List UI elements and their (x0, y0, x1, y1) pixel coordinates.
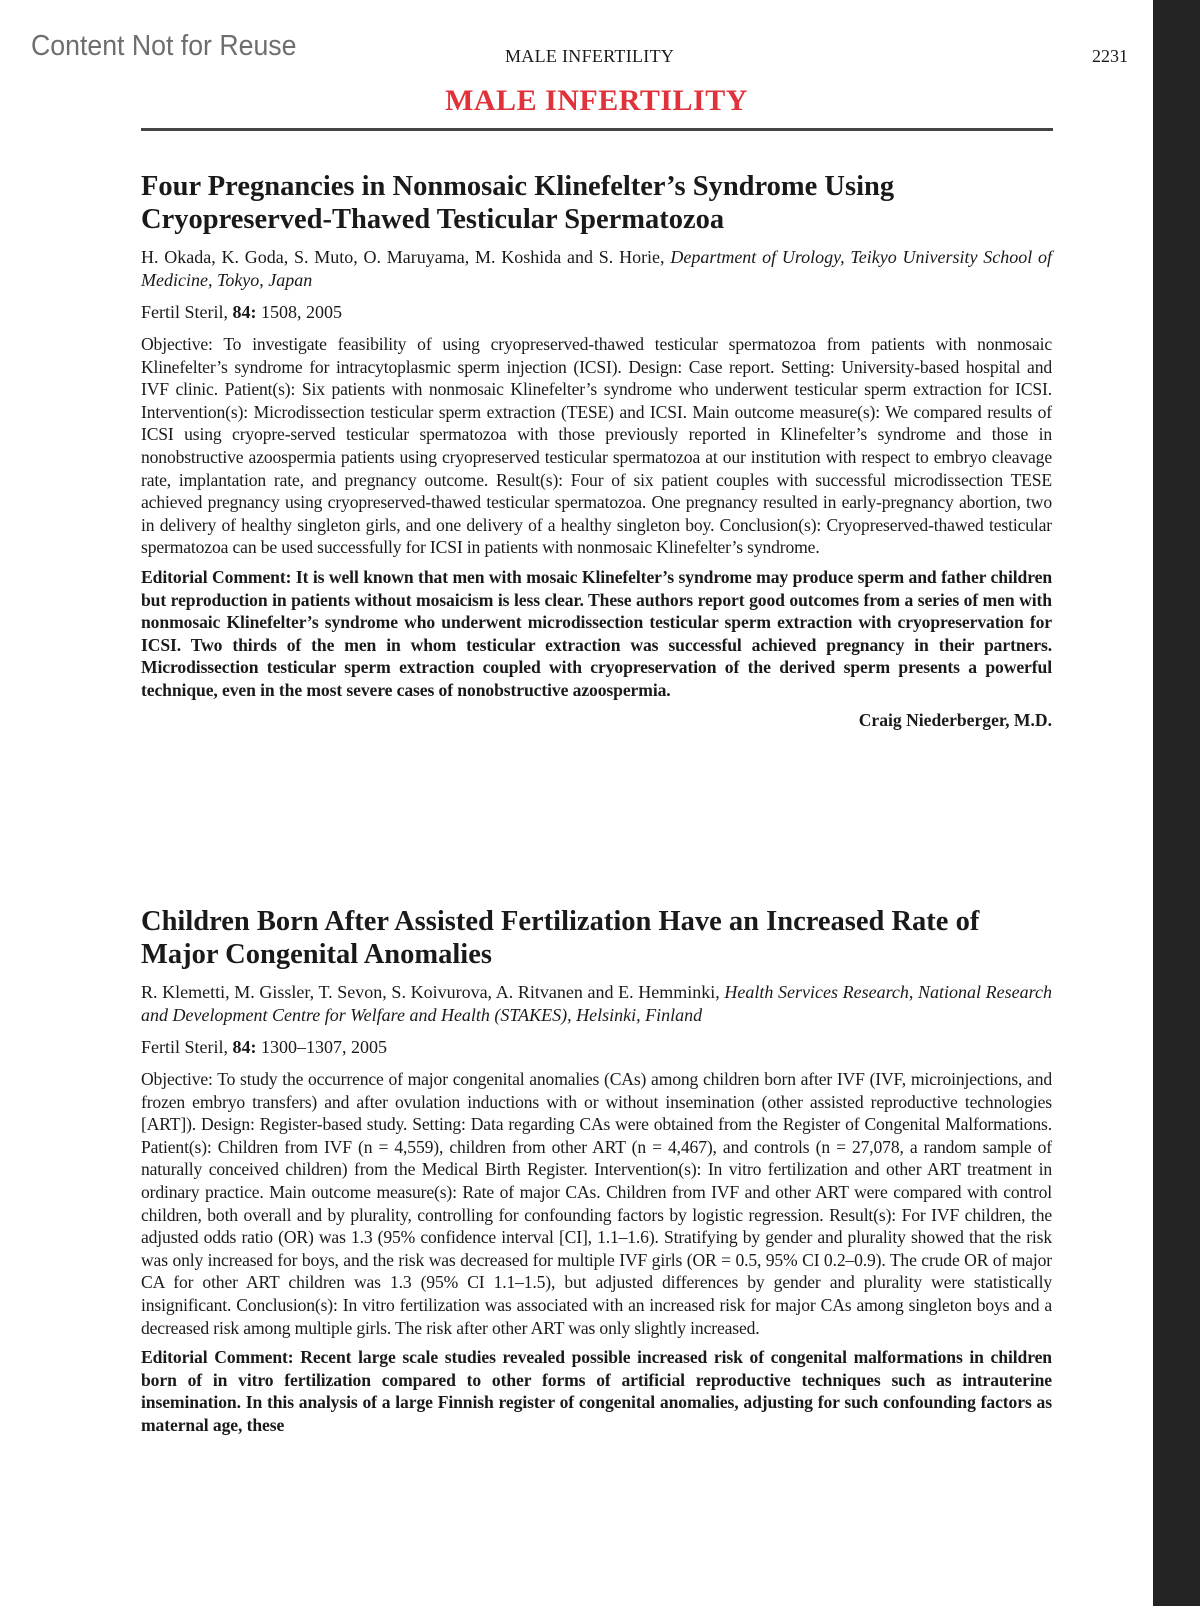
citation-pages: 1508, 2005 (261, 302, 342, 322)
section-divider (141, 128, 1053, 131)
article-abstract: Objective: To study the occurrence of major congenital anomalies (CAs) among children born after IVF (IVF, microinjections, and frozen embryo transfers) and after ovulation inductions with or without insemination (other assisted reproductive technologies [ART]). Design: Register-based study. Setting: Data regarding CAs were obtained from the Register of Congenital Malformations. Patient(s): Children from IVF (n = 4,559), children from other ART (n = 4,467), and controls (n = 27,078, a random sample of naturally conceived children) from the Medical Birth Register. Intervention(s): In vitro fertilization and other ART treatment in ordinary practice. Main outcome measure(s): Rate of major CAs. Children from IVF and other ART were compared with control children, both overall and by plurality, controlling for confounding factors by logistic regression. Result(s): For IVF children, the adjusted odds ratio (OR) was 1.3 (95% confidence interval [CI], 1.1–1.6). Stratifying by gender and plurality showed that the risk was only increased for boys, and the risk was decreased for multiple IVF girls (OR = 0.5, 95% CI 0.2–0.9). The crude OR of major CA for other ART children was 1.3 (95% CI 1.1–1.5), but adjusted differences by gender and plurality were statistically insignificant. Conclusion(s): In vitro fertilization was associated with an increased risk for major CAs among singleton boys and a decreased risk among multiple girls. The risk after other ART was only slightly increased. (141, 1069, 1052, 1338)
authors-names: H. Okada, K. Goda, S. Muto, O. Maruyama, M. Koshida and S. Horie, (141, 247, 665, 267)
page-number: 2231 (1092, 46, 1128, 66)
article-title: Four Pregnancies in Nonmosaic Klinefelter’s Syndrome Using Cryopreserved-Thawed Testicular Spermatozoa (141, 171, 895, 235)
editorial-signature: Craig Niederberger, M.D. (858, 709, 1052, 730)
citation-journal: Fertil Steril, (141, 302, 228, 322)
viewer-side-panel (1153, 0, 1200, 1606)
watermark: Content Not for Reuse (31, 30, 297, 62)
authors-names: R. Klemetti, M. Gissler, T. Sevon, S. Koivurova, A. Ritvanen and E. Hemminki, (141, 982, 720, 1002)
article-authors (141, 246, 1052, 291)
citation (141, 301, 1052, 323)
citation-volume: 84: (232, 1037, 257, 1057)
authors-affiliation: Health Services Research, National Research and Development Centre for Welfare and Health (STAKES), Helsinki, Finland (141, 982, 1052, 1025)
running-head: MALE INFERTILITY (505, 46, 675, 66)
article-authors (141, 981, 1052, 1026)
section-title: MALE INFERTILITY (445, 84, 748, 117)
article-2 (141, 905, 1052, 1437)
citation-pages: 1300–1307, 2005 (261, 1037, 387, 1057)
article-abstract: Objective: To investigate feasibility of using cryopreserved-thawed testicular spermatozoa from patients with nonmosaic Klinefelter’s syndrome for intracytoplasmic sperm injection (ICSI). Design: Case report. Setting: University-based hospital and IVF clinic. Patient(s): Six patients with nonmosaic Klinefelter’s syndrome who underwent testicular sperm extraction for ICSI. Intervention(s): Microdissection testicular sperm extraction (TESE) and ICSI. Main outcome measure(s): We compared results of ICSI using cryopre-served testicular spermatozoa with those previously reported in Klinefelter’s syndrome and those in nonobstructive azoospermia patients using cryopreserved testicular spermatozoa at our institution with respect to embryo cleavage rate, implantation rate, and pregnancy outcome. Result(s): Four of six patient couples with successful microdissection TESE achieved pregnancy using cryopreserved-thawed testicular spermatozoa. One pregnancy resulted in early-pregnancy abortion, two in delivery of healthy singleton girls, and one delivery of a healthy singleton boy. Conclusion(s): Cryopreserved-thawed testicular spermatozoa can be used successfully for ICSI in patients with nonmosaic Klinefelter’s syndrome. (141, 334, 1052, 558)
editorial-comment: Editorial Comment: It is well known that men with mosaic Klinefelter’s syndrome may produce sperm and father children but reproduction in patients without mosaicism is less clear. These authors report good outcomes from a series of men with nonmosaic Klinefelter’s syndrome who underwent microdissection testicular sperm extraction with cryopreservation for ICSI. Two thirds of the men in whom testicular extraction was successful achieved pregnancy in their partners. Microdissection testicular sperm extraction coupled with cryopreservation of the derived sperm presents a powerful technique, even in the most severe cases of nonobstructive azoospermia. (141, 566, 1052, 700)
citation-volume: 84: (232, 302, 257, 322)
editorial-comment: Editorial Comment: Recent large scale studies revealed possible increased risk of congenital malformations in children born of in vitro fertilization compared to other forms of artificial reproductive techniques such as intrauterine insemination. In this analysis of a large Finnish register of congenital anomalies, adjusting for such confounding factors as maternal age, these (141, 1347, 1052, 1435)
authors-affiliation: Department of Urology, Teikyo University School of Medicine, Tokyo, Japan (141, 247, 1053, 290)
citation (141, 1036, 1052, 1058)
article-1 (141, 170, 1052, 731)
citation-journal: Fertil Steril, (141, 1037, 228, 1057)
article-title: Children Born After Assisted Fertilization Have an Increased Rate of Major Congenital Anomalies (141, 906, 980, 970)
